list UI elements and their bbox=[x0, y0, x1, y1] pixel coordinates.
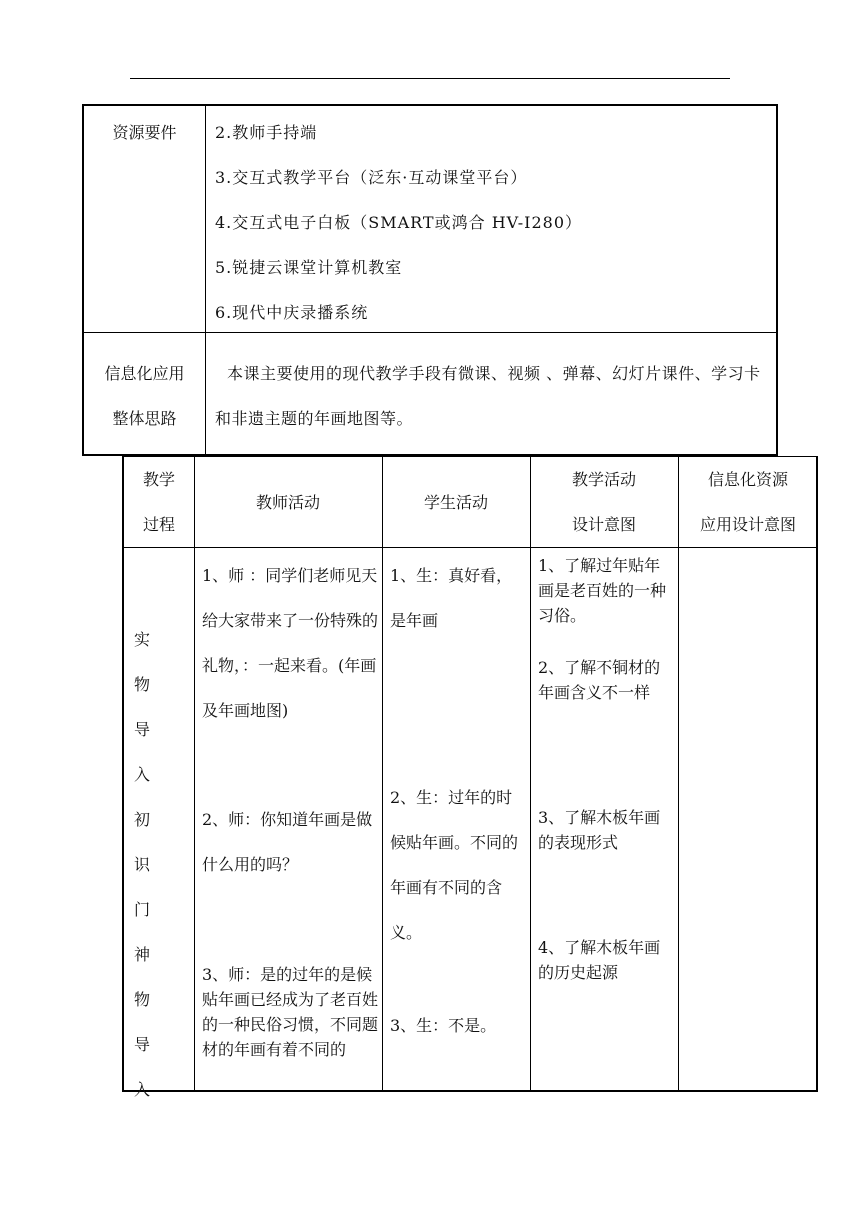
header-divider bbox=[124, 547, 816, 548]
student-activity: 1、生：真好看，是年画 bbox=[390, 566, 513, 630]
header-rule bbox=[130, 78, 730, 79]
info-approach-label bbox=[84, 351, 205, 441]
resource-item: 4.交互式电子白板（SMART或鸿合 HV-I280） bbox=[215, 213, 582, 232]
resource-item: 3.交互式教学平台（泛东·互动课堂平台） bbox=[215, 168, 528, 187]
header-line: 教学活动 bbox=[571, 470, 636, 489]
phase-line: 初识 bbox=[134, 810, 171, 874]
phase-line: 物导 bbox=[134, 990, 171, 1054]
student-activity: 3、生：不是。 bbox=[390, 1016, 497, 1035]
resource-item: 5.锐捷云课堂计算机教室 bbox=[215, 258, 403, 277]
design-intent: 4、了解木板年画的历史起源 bbox=[538, 938, 661, 982]
column-divider bbox=[530, 457, 531, 1090]
phase-line: 实物 bbox=[134, 630, 171, 694]
header-line: 应用设计意图 bbox=[699, 515, 796, 534]
info-label-line: 信息化应用 bbox=[104, 364, 185, 383]
teacher-activity: 2、师：你知道年画是做什么用的吗？ bbox=[202, 810, 373, 874]
header-line: 信息化资源 bbox=[707, 470, 788, 489]
info-approach-text: 本课主要使用的现代教学手段有微课、视频 、弹幕、幻灯片课件、学习卡和非遗主题的年画地图等。 bbox=[215, 364, 761, 428]
header-student: 学生活动 bbox=[423, 492, 488, 512]
resource-label: 资源要件 bbox=[112, 123, 177, 142]
teacher-activity: 3、师：是的过年的是候贴年画已经成为了老百姓的一种民俗习惯，不同题材的年画有着不同的 bbox=[202, 965, 379, 1059]
resource-item: 2.教师手持端 bbox=[215, 123, 318, 142]
phase-line: 门神 bbox=[134, 900, 171, 964]
process-table bbox=[122, 456, 818, 1099]
design-intent: 1、了解过年贴年画是老百姓的一种习俗。 bbox=[538, 556, 667, 625]
resources-table bbox=[82, 104, 778, 456]
header-line: 教学 bbox=[142, 470, 175, 489]
column-divider bbox=[678, 457, 679, 1090]
header-intent bbox=[530, 457, 678, 547]
header-line: 过程 bbox=[142, 515, 175, 534]
table-divider bbox=[205, 106, 206, 454]
design-intent: 3、了解木板年画的表现形式 bbox=[538, 808, 661, 852]
phase-line: 入 bbox=[134, 1080, 171, 1099]
design-intent: 2、了解不铜材的年画含义不一样 bbox=[538, 658, 661, 702]
phase-label bbox=[132, 617, 188, 1112]
teacher-activity: 1、师 ：同学们老师见天给大家带来了一份特殊的礼物，：一起来看。(年画及年画地图) bbox=[202, 566, 379, 720]
header-teacher: 教师活动 bbox=[255, 492, 320, 512]
column-divider bbox=[382, 457, 383, 1090]
student-activity: 2、生：过年的时候贴年画。不同的年画有不同的含义。 bbox=[390, 788, 519, 942]
header-info-resource bbox=[678, 457, 818, 547]
header-process bbox=[124, 457, 194, 547]
resource-list bbox=[215, 110, 582, 335]
phase-line: 导入 bbox=[134, 720, 171, 784]
info-label-line: 整体思路 bbox=[112, 409, 177, 428]
column-divider bbox=[194, 457, 195, 1090]
header-line: 设计意图 bbox=[571, 515, 636, 534]
resource-item: 6.现代中庆录播系统 bbox=[215, 303, 369, 322]
